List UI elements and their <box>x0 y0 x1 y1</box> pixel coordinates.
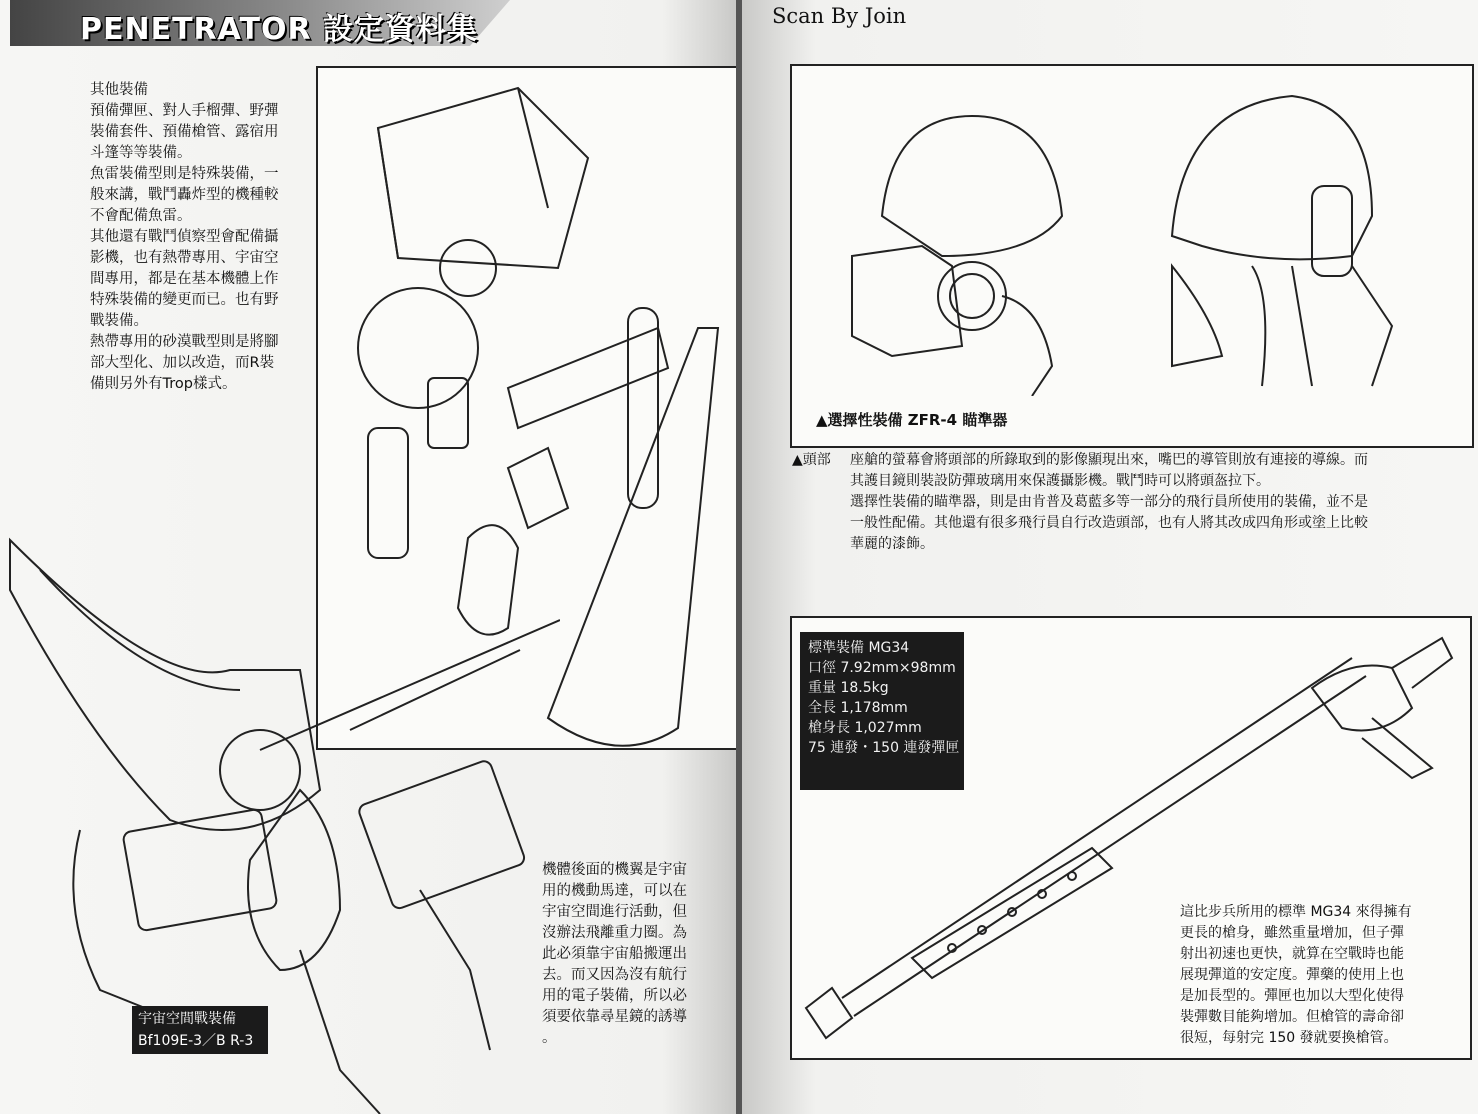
note-line: 不會配備魚雷。 <box>90 208 192 224</box>
note-line: 其他裝備 <box>90 82 148 98</box>
gun-line: 射出初速也更快，就算在空戰時也能 <box>1180 946 1404 962</box>
note-line: 熱帶專用的砂漠戰型則是將腳 <box>90 334 279 350</box>
book-title: PENETRATOR 設定資料集 <box>80 12 479 47</box>
note-line: 影機，也有熱帶專用、宇宙空 <box>90 250 279 266</box>
head-line: 其護目鏡則裝設防彈玻璃用來保護攝影機。戰鬥時可以將頭盔拉下。 <box>850 473 1270 489</box>
wing-line: 。 <box>542 1030 557 1046</box>
gun-line: 展現彈道的安定度。彈藥的使用上也 <box>1180 967 1404 983</box>
note-line: 特殊裝備的變更而已。也有野 <box>90 292 279 308</box>
helmet-caption: ▲選擇性裝備 ZFR-4 瞄準器 <box>816 411 1008 429</box>
note-line: 魚雷裝備型則是特殊裝備，一 <box>90 166 279 182</box>
gun-line: 很短，每射完 150 發就要換槍管。 <box>1180 1030 1398 1046</box>
wing-line: 沒辦法飛離重力圈。為 <box>542 925 687 941</box>
machine-gun-description <box>1180 902 1450 1049</box>
head-label: ▲頭部 <box>792 452 831 468</box>
head-text <box>850 450 1454 555</box>
left-page <box>0 0 736 1114</box>
spec-line: 全長 1,178mm <box>808 700 908 716</box>
equipment-label-model: Bf109E-3／B R-3 <box>138 1033 254 1049</box>
equipment-notes <box>90 80 310 395</box>
book-title-banner <box>10 0 510 62</box>
gun-line: 這比步兵所用的標準 MG34 來得擁有 <box>1180 904 1412 920</box>
head-line: 華麗的漆飾。 <box>850 536 934 552</box>
note-line: 其他還有戰鬥偵察型會配備攝 <box>90 229 279 245</box>
wing-line: 去。而又因為沒有航行 <box>542 967 687 983</box>
wing-line: 此必須靠宇宙船搬運出 <box>542 946 687 962</box>
gun-line: 是加長型的。彈匣也加以大型化使得 <box>1180 988 1404 1004</box>
note-line: 部大型化、加以改造，而R裝 <box>90 355 275 371</box>
wing-line: 須要依靠尋星鏡的誘導 <box>542 1009 687 1025</box>
helmet-illustration <box>792 66 1472 396</box>
note-line: 般來講，戰鬥轟炸型的機種較 <box>90 187 279 203</box>
spec-line: 標準裝備 MG34 <box>808 640 910 656</box>
spec-box <box>800 632 964 790</box>
equipment-label <box>132 1006 268 1054</box>
note-line: 備則另外有Trop樣式。 <box>90 376 237 392</box>
head-line: 選擇性裝備的瞄準器，則是由肯普及葛藍多等一部分的飛行員所使用的裝備，並不是 <box>850 494 1368 510</box>
spec-line: 口徑 7.92mm×98mm <box>808 660 956 676</box>
helmet-illustration-frame <box>790 64 1474 448</box>
equipment-label-title: 宇宙空間戰裝備 <box>138 1011 236 1027</box>
wing-line: 宇宙空間進行活動，但 <box>542 904 687 920</box>
gun-line: 更長的槍身，雖然重量增加，但子彈 <box>1180 925 1404 941</box>
wing-line: 用的機動馬達，可以在 <box>542 883 687 899</box>
wing-description <box>542 860 712 1049</box>
head-line: 一般性配備。其他還有很多飛行員自行改造頭部，也有人將其改成四角形或塗上比較 <box>850 515 1368 531</box>
spec-line: 槍身長 1,027mm <box>808 720 922 736</box>
spec-line: 75 連發・150 連發彈匣 <box>808 740 960 756</box>
scan-credit: Scan By Join <box>772 4 907 28</box>
note-line: 預備彈匣、對人手榴彈、野彈 <box>90 103 279 119</box>
space-combat-mecha-illustration <box>0 530 560 1114</box>
note-line: 裝備套件、預備槍管、露宿用 <box>90 124 279 140</box>
spec-line: 重量 18.5kg <box>808 680 889 696</box>
note-line: 斗篷等等裝備。 <box>90 145 192 161</box>
gun-line: 裝彈數目能夠增加。但槍管的壽命卻 <box>1180 1009 1404 1025</box>
note-line: 間專用，都是在基本機體上作 <box>90 271 279 287</box>
note-line: 戰裝備。 <box>90 313 148 329</box>
right-page <box>742 0 1478 1114</box>
wing-line: 用的電子裝備，所以必 <box>542 988 687 1004</box>
head-line: 座艙的螢幕會將頭部的所錄取到的影像顯現出來，嘴巴的導管則放有連接的導線。而 <box>850 452 1368 468</box>
wing-line: 機體後面的機翼是宇宙 <box>542 862 687 878</box>
